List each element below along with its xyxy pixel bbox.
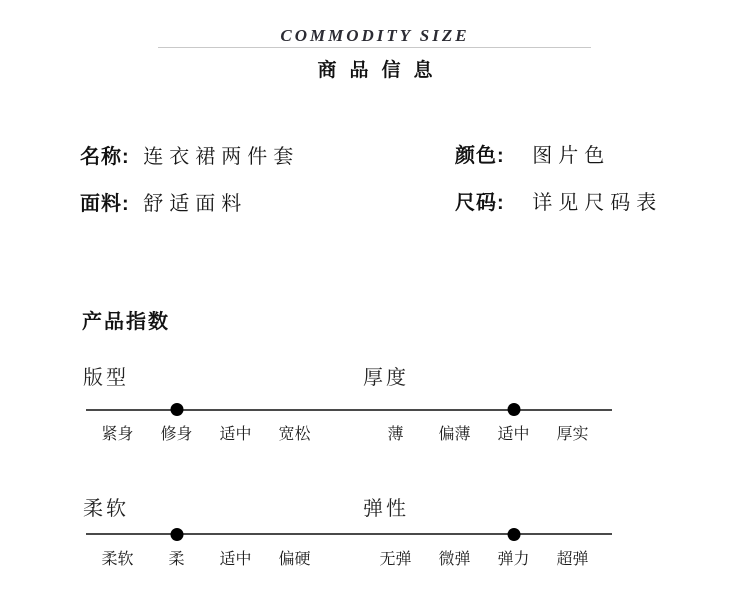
- scale-option: 厚实: [556, 426, 589, 443]
- scale-indicator-dot: [170, 528, 183, 541]
- section-heading-product-index: 产品指数: [82, 311, 170, 333]
- scale-option: 弹力: [497, 551, 530, 568]
- info-field-name: [80, 140, 299, 169]
- scale-title-softness: 柔软: [83, 498, 129, 520]
- scale-option: 适中: [219, 426, 252, 443]
- info-field-fabric: [80, 187, 247, 216]
- info-field-value: 连衣裙两件套: [143, 146, 300, 168]
- header-title-zh: 商品信息: [317, 60, 446, 81]
- scale-options-thickness: [366, 421, 602, 444]
- scale-option: 适中: [497, 426, 530, 443]
- scale-option: 宽松: [278, 426, 311, 443]
- info-field-value: 详见尺码表: [532, 192, 663, 214]
- scale-option: 偏薄: [438, 426, 471, 443]
- scale-options-fit: [88, 421, 324, 444]
- scale-option: 薄: [387, 426, 404, 443]
- info-field-label: 名称:: [80, 146, 130, 168]
- scale-indicator-dot: [170, 403, 183, 416]
- scale-option: 紧身: [101, 426, 134, 443]
- header-title-en: COMMODITY SIZE: [280, 26, 470, 45]
- info-field-label: 颜色:: [455, 145, 505, 167]
- info-field-color: [455, 139, 610, 168]
- scale-indicator-dot: [507, 403, 520, 416]
- info-field-value: 图片色: [532, 145, 611, 167]
- scale-axis-line: [86, 409, 612, 411]
- info-field-label: 尺码:: [455, 192, 505, 214]
- info-field-size: [455, 186, 662, 215]
- info-field-value: 舒适面料: [143, 193, 248, 215]
- scale-option: 柔: [168, 551, 185, 568]
- scale-title-fit: 版型: [83, 367, 129, 389]
- scale-title-elasticity: 弹性: [363, 498, 409, 520]
- info-field-label: 面料:: [80, 193, 130, 215]
- scale-option: 柔软: [101, 551, 134, 568]
- scale-indicator-dot: [507, 528, 520, 541]
- scale-options-elasticity: [366, 546, 602, 569]
- scale-option: 无弹: [379, 551, 412, 568]
- scale-option: 适中: [219, 551, 252, 568]
- scale-axis-line: [86, 533, 612, 535]
- scale-option: 偏硬: [278, 551, 311, 568]
- scale-option: 微弹: [438, 551, 471, 568]
- header-divider: [158, 47, 591, 48]
- scale-option: 修身: [160, 426, 193, 443]
- scale-options-softness: [88, 546, 324, 569]
- scale-option: 超弹: [556, 551, 589, 568]
- scale-title-thickness: 厚度: [363, 367, 409, 389]
